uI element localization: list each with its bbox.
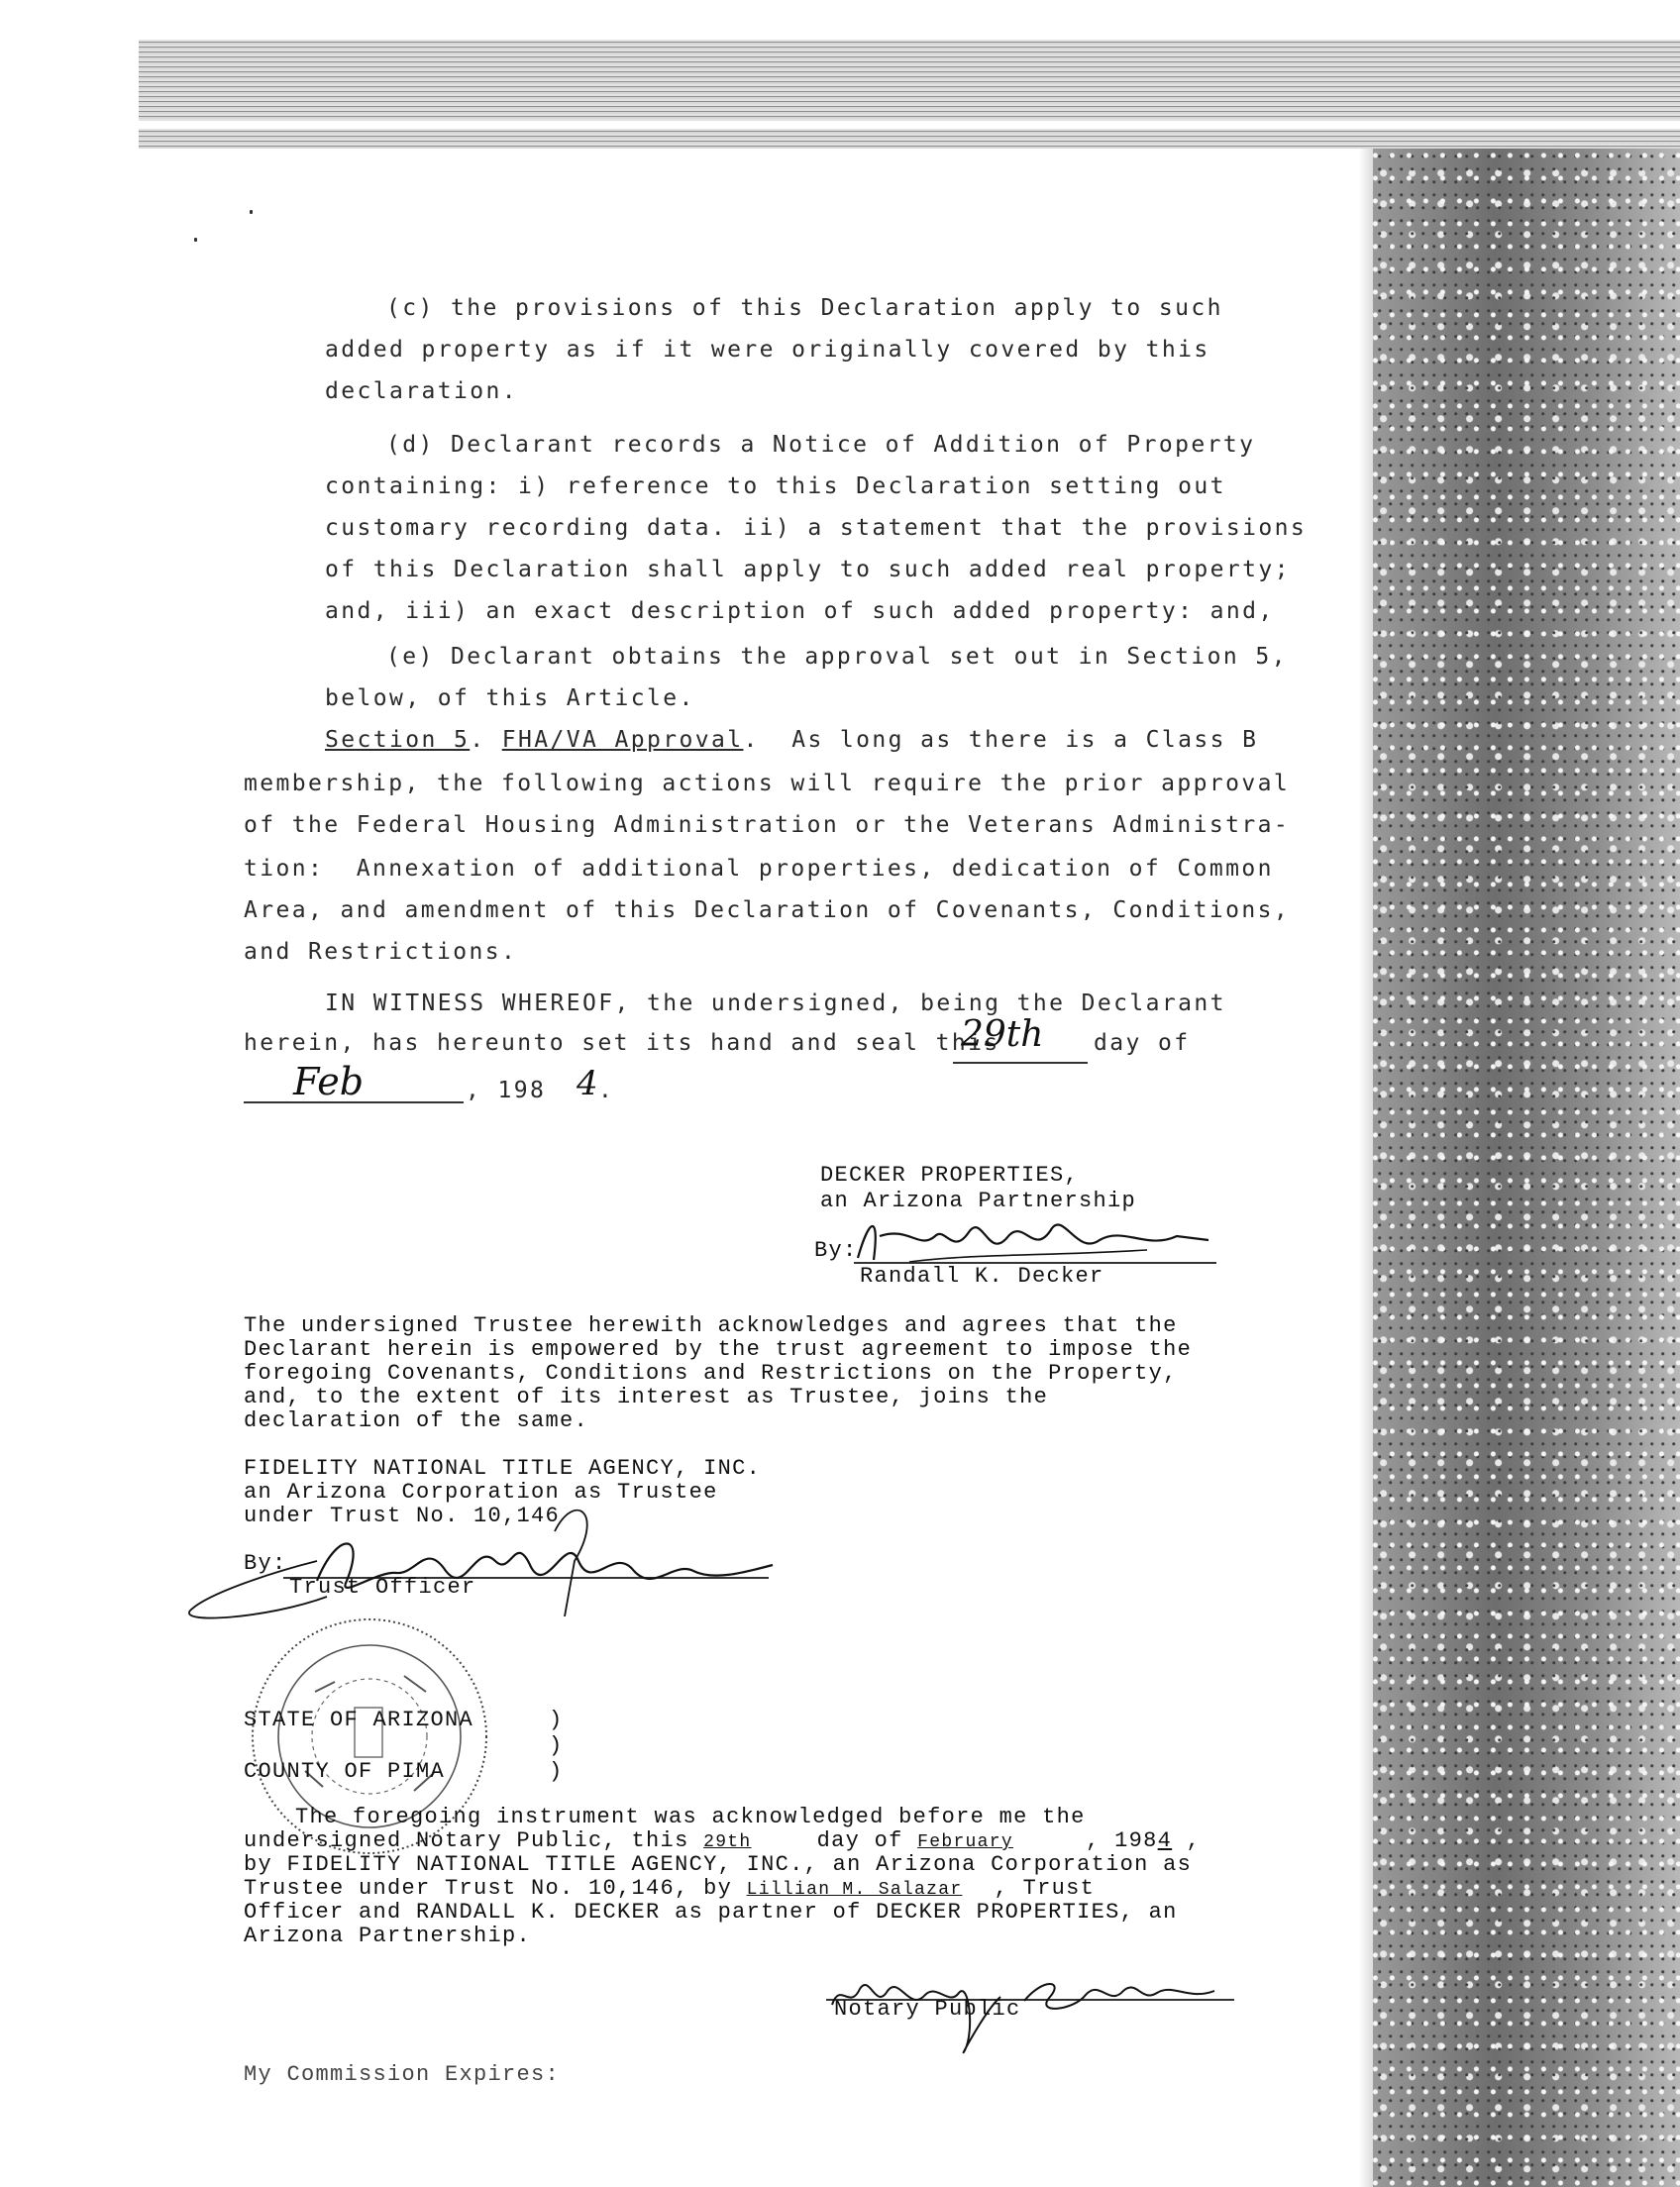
speck [250, 210, 253, 214]
commission-expires-label: My Commission Expires: [244, 2062, 561, 2087]
section5-heading: Section 5 [325, 727, 471, 753]
declarant-signer-name: Randall K. Decker [860, 1264, 1104, 1289]
venue-state: STATE OF ARIZONA [244, 1708, 474, 1732]
section5-line3: of the Federal Housing Administration or the Veterans Administra- [244, 812, 1291, 838]
declarant-company: DECKER PROPERTIES, [820, 1163, 1080, 1188]
witness-day-blank [953, 1062, 1088, 1064]
notary-ack-officer-name: Lillian M. Salazar [746, 1880, 963, 1900]
trustee-ack-line2: Declarant herein is empowered by the trust agreement to impose the [244, 1337, 1193, 1362]
trustee-ack-line1: The undersigned Trustee herewith acknowledges and agrees that the [244, 1313, 1178, 1338]
notary-ack-line2-a: undersigned Notary Public, this [244, 1828, 689, 1853]
notary-ack-line1: The foregoing instrument was acknowledged before me the [295, 1805, 1086, 1829]
trustee-ack-line4: and, to the extent of its interest as Trustee, joins the [244, 1385, 1049, 1409]
notary-ack-line2-c: , 198 [1086, 1828, 1158, 1853]
para-d-line2: containing: i) reference to this Declaration setting out [325, 473, 1226, 499]
witness-line1: IN WITNESS WHEREOF, the undersigned, being the Declarant [325, 990, 1226, 1016]
declarant-descriptor: an Arizona Partnership [820, 1189, 1137, 1213]
para-d-line1: (d) Declarant records a Notice of Addition of Property [386, 432, 1256, 458]
trustee-ack-line5: declaration of the same. [244, 1408, 589, 1433]
venue-bracket: ) [549, 1708, 564, 1732]
para-c-line1: (c) the provisions of this Declaration apply to such [386, 295, 1223, 321]
witness-month-handwritten: Feb [293, 1060, 365, 1103]
notary-role: Notary Public [834, 1997, 1021, 2022]
section5-title: FHA/VA Approval [501, 727, 744, 753]
trustee-trust-number: under Trust No. 10,146 [244, 1504, 561, 1528]
witness-year-prefix: , 198 [466, 1078, 547, 1103]
witness-line2: herein, has hereunto set its hand and seal this [244, 1030, 1000, 1056]
notary-ack-line4-a: Trustee under Trust No. 10,146, by [244, 1876, 733, 1901]
witness-day-of: day of [1094, 1030, 1191, 1056]
para-c-line2: added property as if it were originally covered by this [325, 337, 1210, 363]
trustee-company: FIDELITY NATIONAL TITLE AGENCY, INC. [244, 1456, 762, 1481]
notary-ack-line5: Officer and RANDALL K. DECKER as partner of DECKER PROPERTIES, an [244, 1900, 1178, 1925]
section5-sep: . [470, 727, 486, 753]
trustee-signature-mark [178, 1502, 792, 1620]
section5-line5: Area, and amendment of this Declaration of Covenants, Conditions, [244, 897, 1291, 923]
trustee-ack-line3: foregoing Covenants, Conditions and Restrictions on the Property, [244, 1361, 1178, 1386]
venue-county: COUNTY OF PIMA [244, 1759, 446, 1784]
notary-ack-line6: Arizona Partnership. [244, 1924, 532, 1948]
notary-ack-day: 29th [703, 1832, 752, 1852]
speck [194, 238, 197, 242]
trustee-by-label: By: [244, 1551, 287, 1576]
para-d-line4: of this Declaration shall apply to such added real property; [325, 557, 1291, 582]
trustee-role: Trust Officer [289, 1575, 476, 1600]
para-d-line5: and, iii) an exact description of such added property: and, [325, 598, 1275, 624]
venue-bracket: ) [549, 1733, 564, 1758]
notary-ack-line2 [244, 1828, 1201, 1853]
section5-line1 [325, 727, 1258, 753]
declarant-by-label: By: [814, 1238, 858, 1263]
notary-ack-line4-b: , Trust [994, 1876, 1096, 1901]
notary-ack-line4 [244, 1876, 1095, 1901]
notary-ack-line2-b: day of [816, 1828, 903, 1853]
page-edge [1359, 149, 1373, 2187]
para-c-line3: declaration. [325, 378, 518, 404]
witness-period: . [598, 1078, 615, 1103]
notary-ack-year-digit: 4 [1157, 1828, 1173, 1853]
scan-top-border [139, 40, 1680, 149]
trustee-descriptor: an Arizona Corporation as Trustee [244, 1480, 718, 1505]
section5-line1-rest: . As long as there is a Class B [743, 727, 1259, 753]
witness-year-handwritten: 4 [577, 1064, 598, 1103]
witness-day-handwritten: 29th [961, 1014, 1044, 1055]
section5-line6: and Restrictions. [244, 939, 518, 965]
notary-ack-month: February [917, 1832, 1013, 1852]
para-e-line2: below, of this Article. [325, 685, 695, 711]
scan-right-border [1372, 149, 1680, 2187]
para-d-line3: customary recording data. ii) a statement that the provisions [325, 515, 1308, 541]
para-e-line1: (e) Declarant obtains the approval set out in Section 5, [386, 644, 1288, 670]
section5-line4: tion: Annexation of additional properties, dedication of Common [244, 856, 1274, 882]
venue-bracket: ) [549, 1759, 564, 1784]
notary-ack-line3: by FIDELITY NATIONAL TITLE AGENCY, INC., an Arizona Corporation as [244, 1852, 1193, 1877]
section5-line2: membership, the following actions will require the prior approval [244, 771, 1291, 796]
notary-ack-line2-d: , [1172, 1828, 1202, 1853]
